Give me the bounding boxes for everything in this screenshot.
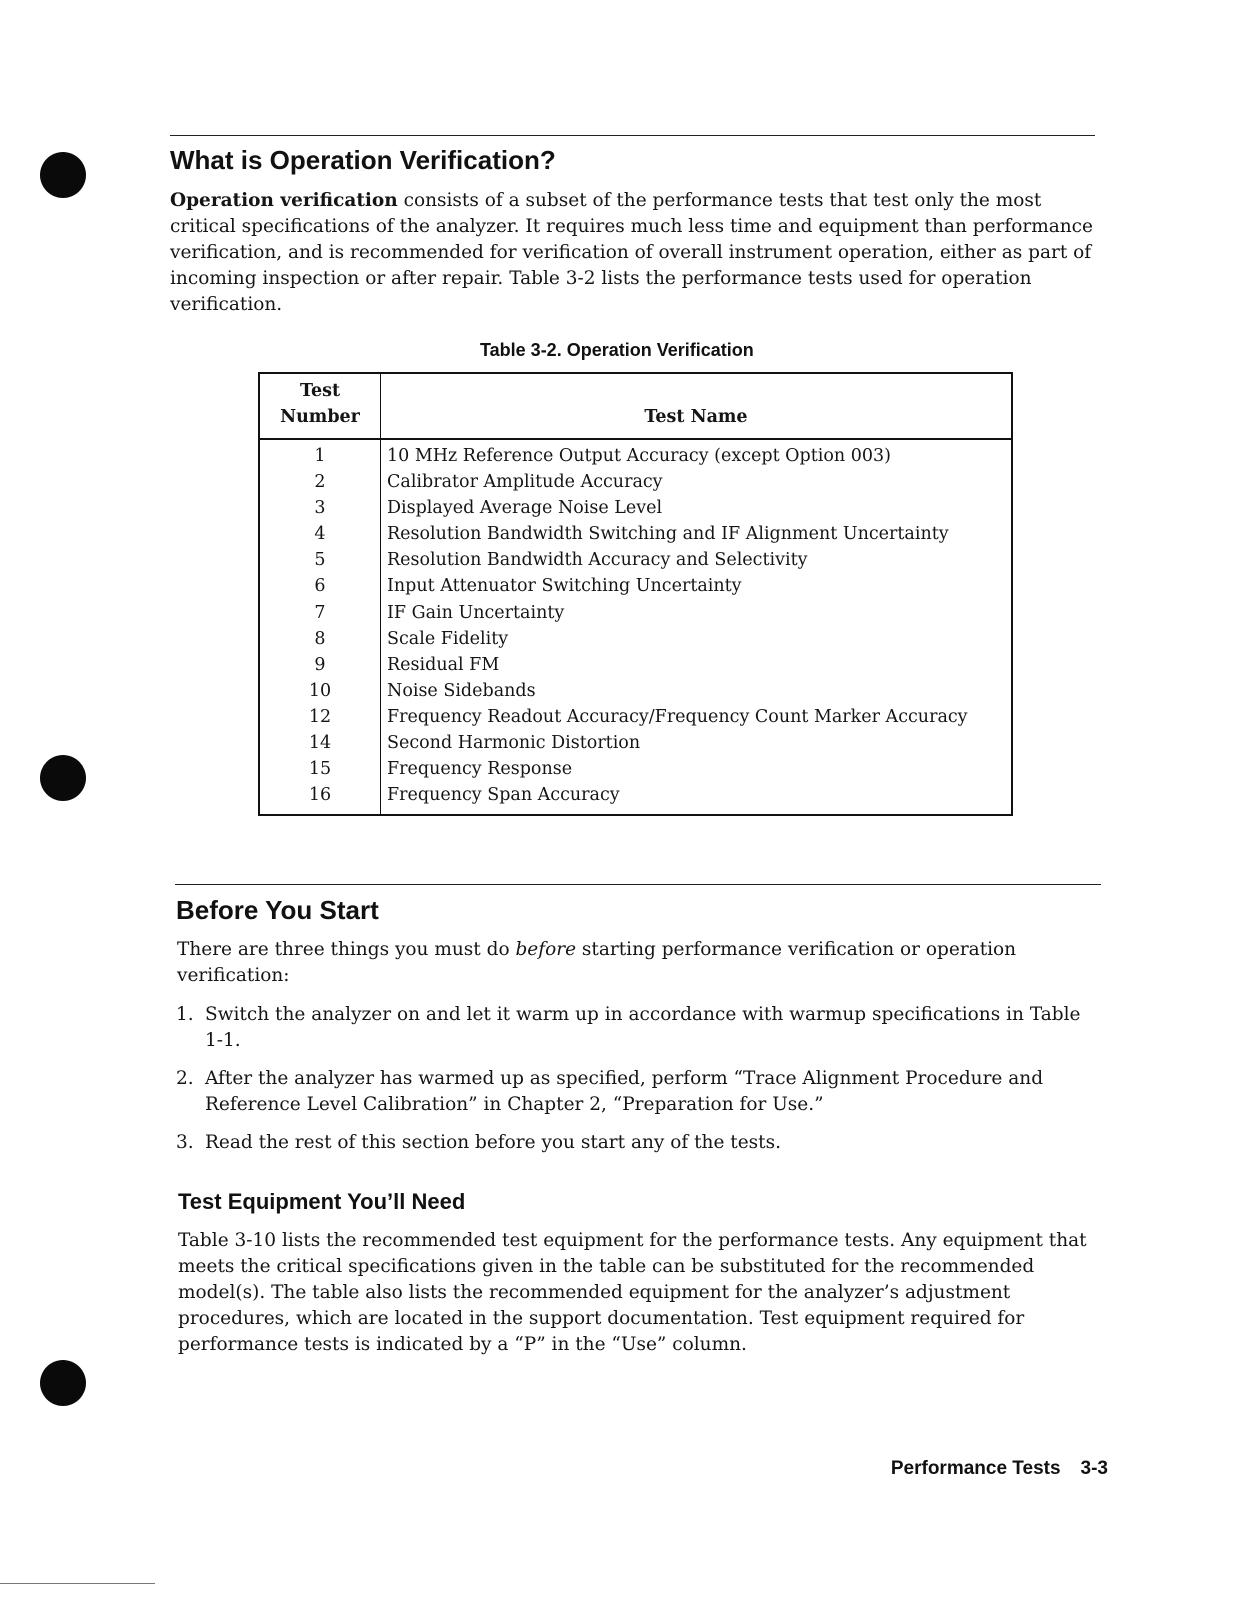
operation-verification-table [258, 372, 1013, 816]
test-number-cell: 12 [259, 704, 381, 730]
test-number-cell: 2 [259, 469, 381, 495]
test-name-cell: Input Attenuator Switching Uncertainty [387, 576, 742, 597]
binder-hole [40, 152, 86, 198]
footer-section-name: Performance Tests [890, 1458, 1061, 1479]
test-name-cell: Calibrator Amplitude Accuracy [387, 472, 663, 493]
subsection-title-test-equipment: Test Equipment You’ll Need [178, 1189, 466, 1214]
test-name-cell: Resolution Bandwidth Switching and IF Alignment Uncertainty [387, 524, 949, 545]
page-number: 3-3 [1080, 1458, 1108, 1479]
section-title-before-you-start: Before You Start [176, 895, 379, 925]
list-item [176, 1066, 1091, 1118]
test-number-cell: 6 [259, 573, 381, 599]
test-number-cell: 3 [259, 495, 381, 521]
table-row [259, 521, 1012, 547]
intro-text-a: There are three things you must do [177, 939, 516, 960]
test-number-cell: 16 [259, 782, 381, 815]
step-text: Read the rest of this section before you start any of the tests. [205, 1132, 781, 1153]
intro-emphasis: before [515, 939, 577, 960]
table-row [259, 573, 1012, 599]
section-rule [175, 884, 1101, 885]
header-test-number-line1: Test [299, 381, 341, 401]
term-operation-verification: Operation verification [170, 190, 398, 211]
scan-edge-line [0, 1583, 155, 1584]
step-number: 2. [176, 1068, 194, 1089]
table-row [259, 626, 1012, 652]
table-row [259, 782, 1012, 815]
table-row [259, 600, 1012, 626]
test-name-cell: Scale Fidelity [387, 628, 509, 649]
page-footer [891, 1458, 1108, 1480]
test-name-cell: Residual FM [387, 654, 500, 675]
table-caption: Table 3-2. Operation Verification [480, 340, 754, 360]
table-row [259, 730, 1012, 756]
test-number-cell: 10 [259, 678, 381, 704]
test-number-cell: 5 [259, 547, 381, 573]
test-name-cell: Frequency Span Accuracy [387, 785, 620, 806]
table-row [259, 547, 1012, 573]
intro-text-b: starting performance verification or operation verification: [177, 939, 1017, 986]
test-number-cell: 9 [259, 652, 381, 678]
step-text: After the analyzer has warmed up as specified, perform “Trace Alignment Procedure and Reference Level Calibration” in Chapter 2, “Preparation for Use.” [205, 1068, 1044, 1115]
test-name-cell: Frequency Response [387, 759, 573, 780]
table-row [259, 439, 1012, 469]
test-number-cell: 1 [259, 439, 381, 469]
test-number-cell: 15 [259, 756, 381, 782]
table-body [259, 439, 1012, 815]
table-row [259, 678, 1012, 704]
list-item [176, 1130, 1091, 1156]
header-test-number [259, 373, 381, 439]
step-number: 3. [176, 1132, 194, 1153]
test-number-cell: 8 [259, 626, 381, 652]
binder-hole [40, 755, 86, 801]
header-test-name: Test Name [381, 373, 1013, 439]
test-number-cell: 7 [259, 600, 381, 626]
test-name-cell: Frequency Readout Accuracy/Frequency Count Marker Accuracy [387, 706, 968, 727]
test-equipment-paragraph: Table 3-10 lists the recommended test equipment for the performance tests. Any equipment that meets the critical specifications given in the table can be substituted for the recommended model(s). The table also lists the recommended equipment for the analyzer’s adjustment procedures, which are located in the support documentation. Test equipment required for performance tests is indicated by a “P” in the “Use” column. [178, 1230, 1087, 1355]
table-row [259, 495, 1012, 521]
step-text: Switch the analyzer on and let it warm up in accordance with warmup specifications in Table 1-1. [205, 1004, 1081, 1051]
table-row [259, 756, 1012, 782]
table-row [259, 704, 1012, 730]
test-name-cell: Resolution Bandwidth Accuracy and Selectivity [387, 550, 808, 571]
test-name-cell: 10 MHz Reference Output Accuracy (except Option 003) [387, 446, 891, 466]
test-name-cell: IF Gain Uncertainty [387, 602, 565, 623]
steps-list [176, 1002, 1091, 1168]
binder-hole [40, 1360, 86, 1406]
test-name-cell: Noise Sidebands [387, 680, 536, 701]
header-test-number-line2: Number [280, 407, 360, 427]
test-name-cell: Displayed Average Noise Level [387, 498, 663, 519]
before-you-start-intro [177, 937, 1092, 989]
step-number: 1. [176, 1004, 194, 1025]
test-name-cell: Second Harmonic Distortion [387, 733, 641, 754]
paragraph-text: consists of a subset of the performance tests that test only the most critical specifications of the analyzer. It requires much less time and equipment than performance verification, and is recommended for verification of overall instrument operation, either as part of incoming inspection or after repair. Table 3-2 lists the performance tests used for operation verification. [170, 190, 1093, 315]
table-row [259, 652, 1012, 678]
table-header-row [259, 373, 1012, 439]
list-item [176, 1002, 1091, 1054]
operation-verification-paragraph [170, 188, 1105, 318]
test-number-cell: 4 [259, 521, 381, 547]
test-number-cell: 14 [259, 730, 381, 756]
section-title-operation-verification: What is Operation Verification? [170, 145, 556, 175]
section-rule [170, 135, 1095, 136]
table-row [259, 469, 1012, 495]
